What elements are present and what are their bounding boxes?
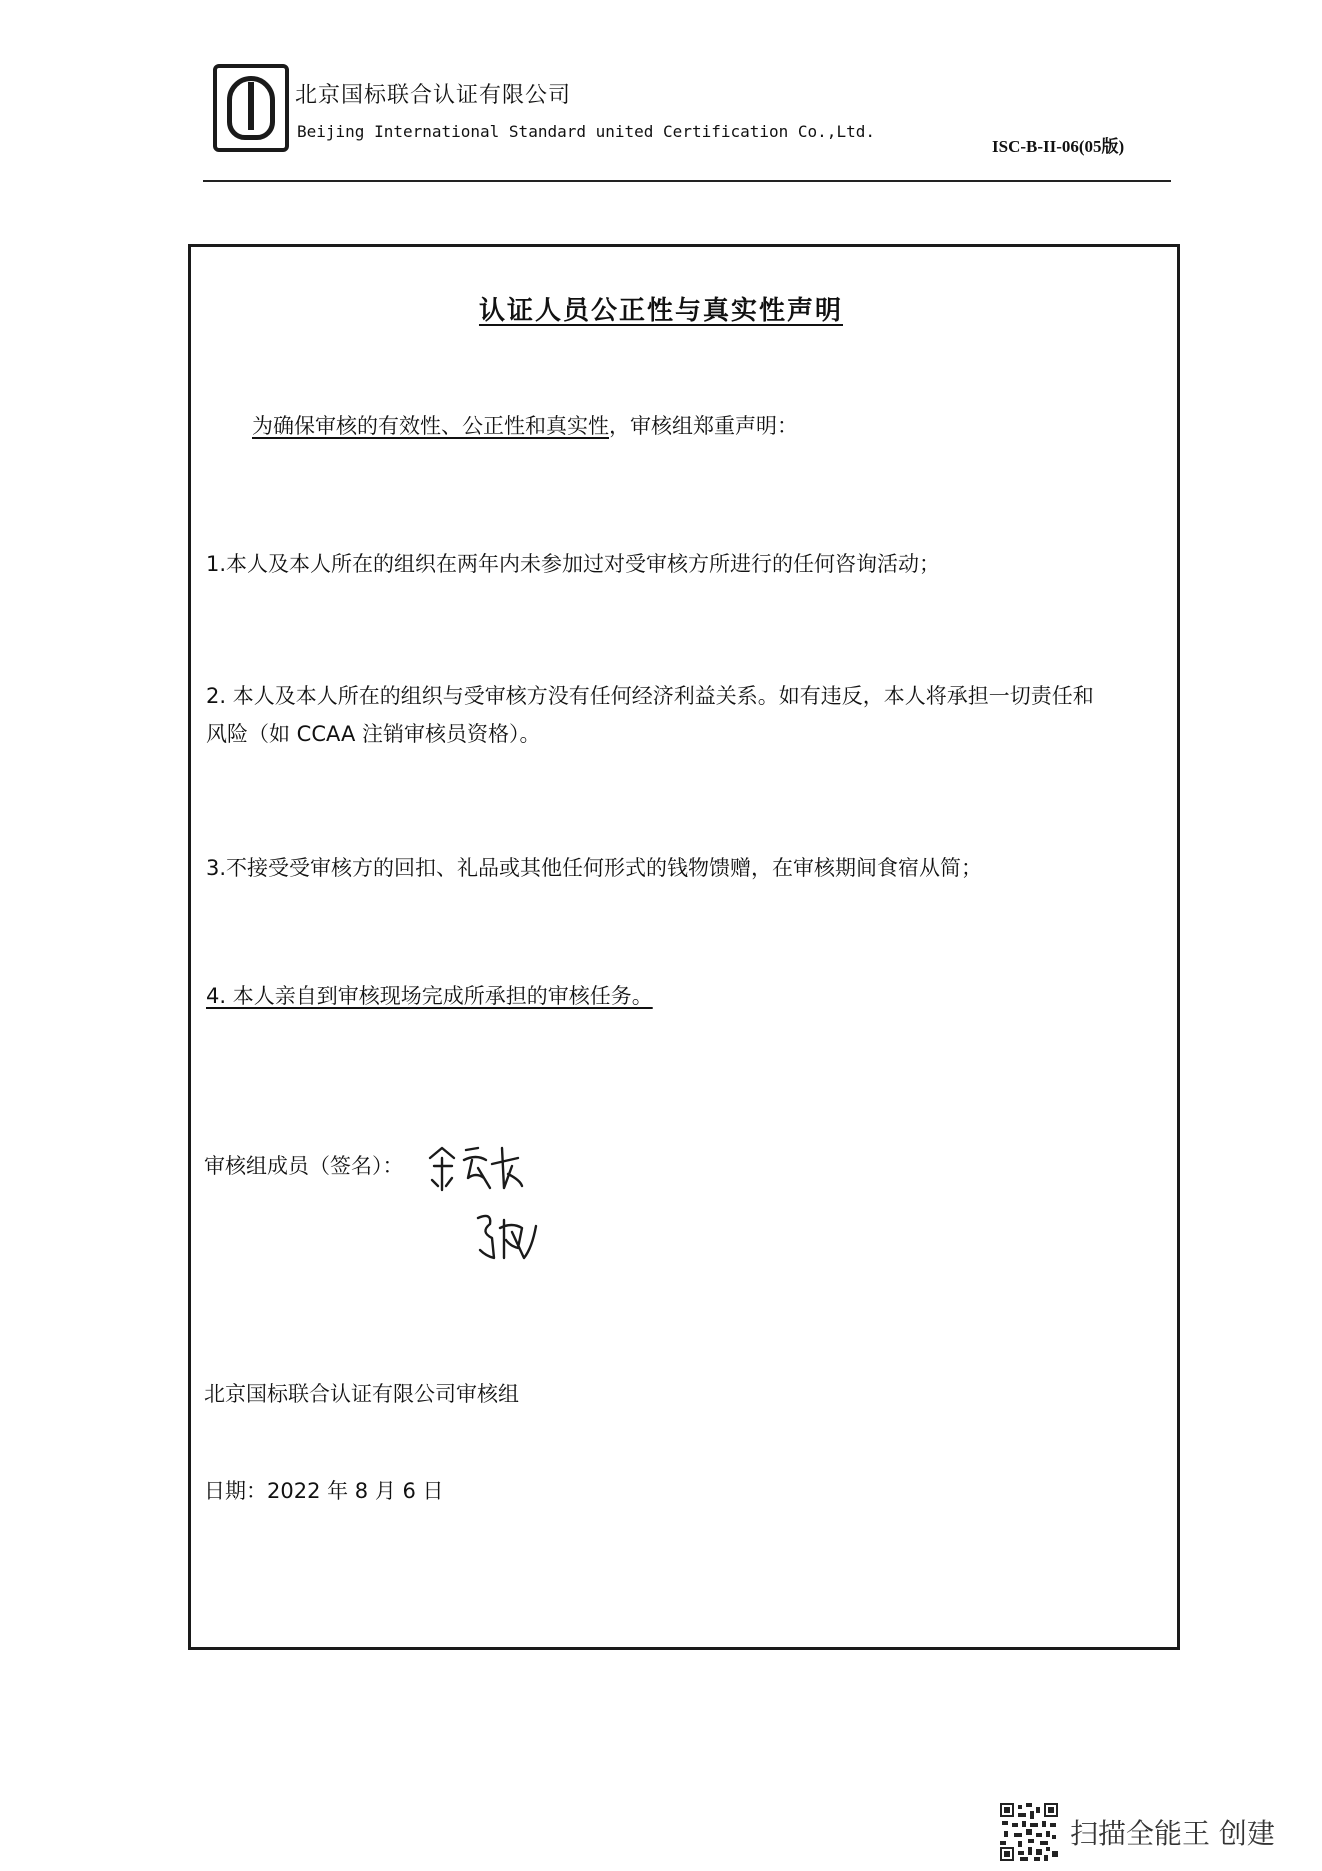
intro-underlined: 为确保审核的有效性、公正性和真实性 [252, 414, 609, 438]
declaration-item-3: 3.不接受受审核方的回扣、礼品或其他任何形式的钱物馈赠，在审核期间食宿从简； [206, 856, 983, 880]
organization-name: 北京国标联合认证有限公司审核组 [204, 1382, 519, 1406]
document-title [0, 290, 1322, 327]
document-title-text: 认证人员公正性与真实性声明 [478, 296, 843, 326]
declaration-item-2-line-1: 2. 本人及本人所在的组织与受审核方没有任何经济利益关系。如有违反，本人将承担一切责任和 [206, 684, 1094, 708]
declaration-item-4: 4. 本人亲自到审核现场完成所承担的审核任务。 [206, 984, 653, 1008]
company-logo [213, 64, 289, 152]
scanner-watermark: 扫描全能王 创建 [1070, 1817, 1275, 1850]
declaration-date: 日期：2022 年 8 月 6 日 [204, 1479, 444, 1503]
declaration-frame [188, 244, 1180, 1650]
intro-paragraph [252, 410, 798, 440]
company-name-en: Beijing International Standard united Certification Co.,Ltd. [297, 122, 875, 141]
signature-label: 审核组成员（签名）： [204, 1154, 404, 1178]
qr-code-icon [1000, 1803, 1058, 1861]
declaration-item-1: 1.本人及本人所在的组织在两年内未参加过对受审核方所进行的任何咨询活动； [206, 552, 941, 576]
form-code: ISC-B-II-06(05版) [992, 137, 1125, 156]
company-name-cn: 北京国标联合认证有限公司 [295, 83, 572, 108]
logo-bar-icon [248, 82, 254, 130]
intro-rest: ，审核组郑重声明： [609, 414, 798, 438]
handwritten-signatures [420, 1128, 570, 1278]
header-divider [203, 180, 1171, 182]
declaration-item-2-line-2: 风险（如 CCAA 注销审核员资格）。 [206, 722, 541, 746]
